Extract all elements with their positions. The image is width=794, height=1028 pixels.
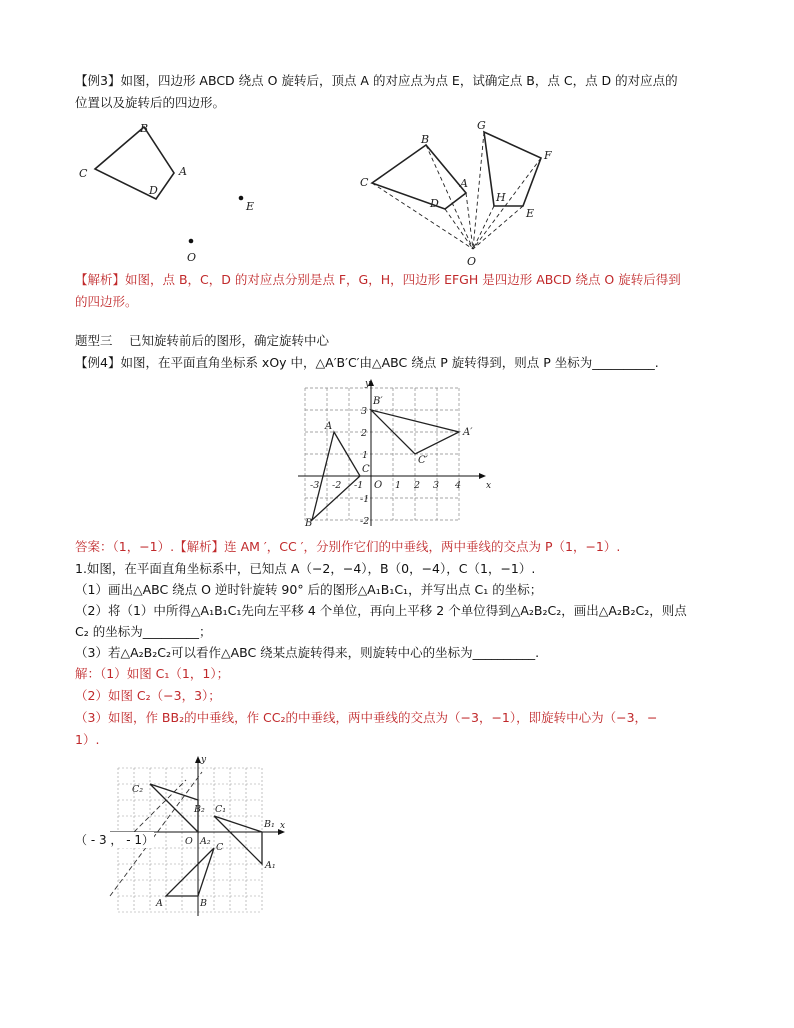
label-b: B <box>305 518 313 529</box>
label-b: B <box>421 133 430 146</box>
q1-part2-line1: （2）将（1）中所得△A₁B₁C₁先向左平移 4 个单位，再向上平移 2 个单位得到△A₂B₂C₂，画出△A₂B₂C₂，则点 <box>75 603 687 618</box>
tick-y-m1: -1 <box>360 494 370 505</box>
ex3-analysis-line1: 【解析】如图，点 B，C，D 的对应点分别是点 F，G，H，四边形 EFGH 是四边形 ABCD 绕点 O 旋转后得到 <box>75 272 681 287</box>
label-e: E <box>526 207 535 220</box>
tick-y-1: 1 <box>362 450 369 461</box>
q1-solution-3-line2: 1）. <box>75 732 100 747</box>
label-c: C <box>216 842 224 853</box>
ex3-figure-rotation <box>355 115 585 273</box>
label-c: C <box>79 167 88 180</box>
triangle-a1b1c1 <box>214 816 262 864</box>
tick-x-m3: -3 <box>310 480 320 491</box>
q1-intro: 1.如图，在平面直角坐标系中，已知点 A（−2，−4），B（0，−4），C（1，−1）. <box>75 561 536 576</box>
label-b2: B₂ <box>194 804 205 815</box>
q1-solution-2: （2）如图 C₂（−3，3）； <box>75 688 221 703</box>
label-d: D <box>149 184 158 197</box>
triangle-abc <box>166 848 214 896</box>
label-a: A <box>325 421 333 432</box>
label-d: D <box>430 197 439 210</box>
label-o: O <box>187 251 197 264</box>
label-b1: B₁ <box>264 819 275 830</box>
y-axis-label: y <box>365 379 371 389</box>
tick-x-3: 3 <box>433 480 440 491</box>
label-g: G <box>477 119 486 132</box>
label-a-prime: A′ <box>463 427 473 438</box>
tick-x-4: 4 <box>455 480 462 491</box>
label-f: F <box>544 149 552 162</box>
tick-y-2: 2 <box>361 428 368 439</box>
label-c: C <box>362 464 370 475</box>
label-b: B <box>140 122 149 135</box>
label-c-prime: C′ <box>418 455 428 466</box>
tick-x-2: 2 <box>414 480 421 491</box>
point-e <box>239 196 244 201</box>
label-e: E <box>246 200 255 213</box>
x-axis-label: x <box>280 821 286 831</box>
ex3-question-line1: 【例3】如图，四边形 ABCD 绕点 O 旋转后，顶点 A 的对应点为点 E，试确定点 B，点 C，点 D 的对应点的 <box>75 73 678 88</box>
origin-label: O <box>185 836 193 847</box>
triangle-a2b2c2 <box>150 784 198 832</box>
tick-x-m1: -1 <box>354 480 364 491</box>
quad-abcd <box>95 127 174 199</box>
rotation-center-label: （ - 3 ， - 1） <box>75 833 155 847</box>
label-a: A <box>460 177 468 190</box>
q1-part3: （3）若△A₂B₂C₂可以看作△ABC 绕某点旋转得来，则旋转中心的坐标为__________. <box>75 645 540 660</box>
quad-abcd-rotated-source <box>372 145 466 209</box>
label-a: A <box>179 165 187 178</box>
y-axis-label: y <box>201 755 207 765</box>
section-title-type3: 题型三 已知旋转前后的图形，确定旋转中心 <box>75 333 329 348</box>
ex3-question-line2: 位置以及旋转后的四边形。 <box>75 95 226 110</box>
label-c: C <box>360 176 369 189</box>
label-c2: C₂ <box>132 784 144 795</box>
ex4-answer: 答案：（1，−1）.【解析】连 AM ′，CC ′，分别作它们的中垂线，两中垂线的交点为 P（1，−1）. <box>75 539 621 554</box>
q1-solution-3-line1: （3）如图，作 BB₂的中垂线，作 CC₂的中垂线，两中垂线的交点为（−3，−1），即旋转中心为（−3，− <box>75 710 658 725</box>
label-o: O <box>467 255 477 268</box>
origin-label: O <box>374 480 383 491</box>
q1-part1: （1）画出△ABC 绕点 O 逆时针旋转 90° 后的图形△A₁B₁C₁，并写出点 C₁ 的坐标； <box>75 582 543 597</box>
tick-x-m2: -2 <box>332 480 342 491</box>
label-b-prime: B′ <box>373 396 383 407</box>
ex4-question: 【例4】如图，在平面直角坐标系 xOy 中，△A′B′C′由△ABC 绕点 P 旋转得到，则点 P 坐标为__________. <box>75 355 659 370</box>
label-b: B <box>200 898 207 909</box>
ex4-coordinate-figure <box>290 376 500 528</box>
tick-y-m2: -2 <box>360 516 370 527</box>
tick-y-3: 3 <box>361 406 368 417</box>
label-a: A <box>156 898 163 909</box>
q1-solution-1: 解：（1）如图 C₁（1，1）； <box>75 666 230 681</box>
quad-efgh <box>484 132 541 206</box>
label-c1: C₁ <box>215 804 227 815</box>
tick-x-1: 1 <box>395 480 402 491</box>
label-h: H <box>496 191 506 204</box>
x-axis-arrow <box>479 473 486 479</box>
ex3-analysis-line2: 的四边形。 <box>75 294 138 309</box>
point-o <box>189 239 194 244</box>
q1-part2-line2: C₂ 的坐标为_________； <box>75 624 212 639</box>
ex3-figure-original <box>70 115 270 275</box>
label-a2: A₂ <box>200 836 211 847</box>
label-a1: A₁ <box>265 860 276 871</box>
x-axis-label: x <box>486 481 492 491</box>
dashed-rays <box>372 132 541 249</box>
